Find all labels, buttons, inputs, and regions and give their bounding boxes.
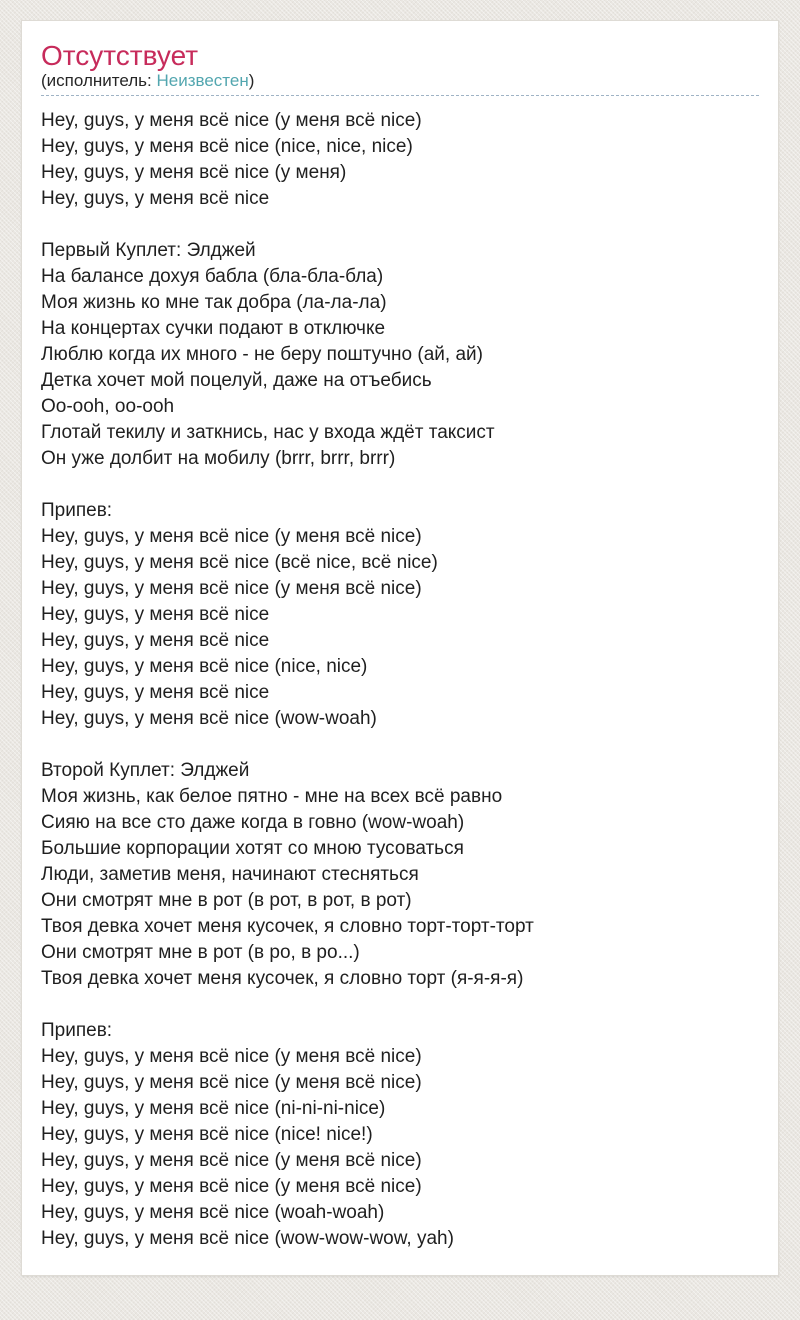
- artist-link[interactable]: Неизвестен: [156, 71, 249, 90]
- lyric-line: Hey, guys, у меня всё nice (у меня всё nice): [41, 578, 422, 599]
- lyric-line: Hey, guys, у меня всё nice (у меня всё nice): [41, 526, 422, 547]
- lyric-line: Он уже долбит на мобилу (brrr, brrr, brrr): [41, 448, 396, 469]
- lyrics: [41, 108, 759, 1252]
- lyric-line: Припев:: [41, 500, 113, 521]
- lyric-line: Hey, guys, у меня всё nice: [41, 604, 270, 625]
- lyric-line: На концертах сучки подают в отключке: [41, 318, 386, 339]
- lyric-line: На балансе дохуя бабла (бла-бла-бла): [41, 266, 384, 287]
- lyric-line: Hey, guys, у меня всё nice (woah-woah): [41, 1202, 385, 1223]
- stanza: [41, 758, 759, 992]
- lyric-line: Hey, guys, у меня всё nice (ni-ni-ni-nice): [41, 1098, 386, 1119]
- lyric-line: Моя жизнь ко мне так добра (ла-ла-ла): [41, 292, 387, 313]
- lyric-line: Hey, guys, у меня всё nice (nice, nice): [41, 656, 368, 677]
- lyric-line: Hey, guys, у меня всё nice (у меня всё nice): [41, 1176, 422, 1197]
- song-title: Отсутствует: [41, 40, 199, 71]
- stanza: [41, 1018, 759, 1252]
- lyric-line: Первый Куплет: Элджей: [41, 240, 256, 261]
- artist-label-prefix: (исполнитель:: [41, 71, 157, 90]
- stanza: [41, 498, 759, 732]
- lyric-line: Hey, guys, у меня всё nice (у меня): [41, 162, 347, 183]
- lyric-line: Hey, guys, у меня всё nice: [41, 682, 270, 703]
- lyric-line: Они смотрят мне в рот (в ро, в ро...): [41, 942, 360, 963]
- lyric-line: Hey, guys, у меня всё nice (nice, nice, nice): [41, 136, 413, 157]
- lyric-line: Глотай текилу и заткнись, нас у входа ждёт таксист: [41, 422, 495, 443]
- lyric-line: Детка хочет мой поцелуй, даже на отъебись: [41, 370, 432, 391]
- lyric-line: Hey, guys, у меня всё nice (у меня всё nice): [41, 1072, 422, 1093]
- lyric-line: Припев:: [41, 1020, 113, 1041]
- lyric-line: Hey, guys, у меня всё nice: [41, 630, 270, 651]
- lyric-line: Hey, guys, у меня всё nice (всё nice, всё nice): [41, 552, 438, 573]
- stanza: [41, 108, 759, 212]
- lyric-line: Люблю когда их много - не беру поштучно (ай, ай): [41, 344, 483, 365]
- lyric-line: Второй Куплет: Элджей: [41, 760, 250, 781]
- lyric-line: Большие корпорации хотят со мною тусоваться: [41, 838, 464, 859]
- lyric-line: Hey, guys, у меня всё nice (у меня всё nice): [41, 1150, 422, 1171]
- lyric-line: Hey, guys, у меня всё nice (у меня всё nice): [41, 1046, 422, 1067]
- lyric-line: Моя жизнь, как белое пятно - мне на всех всё равно: [41, 786, 503, 807]
- lyric-line: Они смотрят мне в рот (в рот, в рот, в рот): [41, 890, 412, 911]
- lyric-line: Твоя девка хочет меня кусочек, я словно торт (я-я-я-я): [41, 968, 524, 989]
- lyric-line: Твоя девка хочет меня кусочек, я словно торт-торт-торт: [41, 916, 534, 937]
- lyrics-card: [21, 20, 779, 1276]
- artist-label-suffix: ): [248, 71, 255, 90]
- lyric-line: Hey, guys, у меня всё nice (wow-woah): [41, 708, 377, 729]
- lyric-line: Hey, guys, у меня всё nice (у меня всё nice): [41, 110, 422, 131]
- lyric-line: Hey, guys, у меня всё nice: [41, 188, 270, 209]
- lyric-line: Люди, заметив меня, начинают стесняться: [41, 864, 419, 885]
- stanza: [41, 238, 759, 472]
- artist-line: [41, 71, 759, 96]
- lyric-line: Сияю на все сто даже когда в говно (wow-woah): [41, 812, 465, 833]
- lyric-line: Oo-ooh, oo-ooh: [41, 396, 175, 417]
- lyric-line: Hey, guys, у меня всё nice (wow-wow-wow, yah): [41, 1228, 454, 1249]
- lyric-line: Hey, guys, у меня всё nice (nice! nice!): [41, 1124, 373, 1145]
